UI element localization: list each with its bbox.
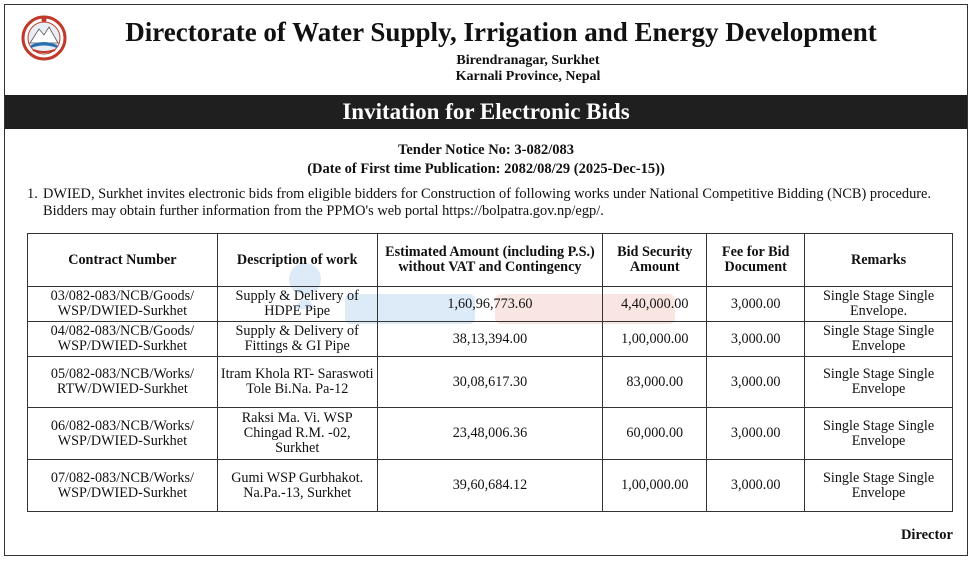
col-estimated-amount: Estimated Amount (including P.S.) without VAT and Contingency xyxy=(377,234,603,287)
col-bid-security: Bid Security Amount xyxy=(603,234,707,287)
estimated-amount: 39,60,684.12 xyxy=(377,460,603,512)
estimated-amount: 1,60,96,773.60 xyxy=(377,287,603,322)
signature-director: Director xyxy=(900,527,953,543)
remarks: Single Stage Single Envelope xyxy=(805,408,953,460)
col-fee: Fee for Bid Document xyxy=(707,234,805,287)
intro-paragraph xyxy=(27,186,957,220)
remarks: Single Stage Single Envelope xyxy=(805,460,953,512)
remarks: Single Stage Single Envelope xyxy=(805,322,953,357)
table-row xyxy=(28,287,953,322)
paragraph-text: DWIED, Surkhet invites electronic bids from eligible bidders for Construction of following works under National Competitive Bidding (NCB) procedure. Bidders may obtain further information from the PPMO's web portal https://bolpatra.gov.np/egp/. xyxy=(43,186,932,219)
paragraph-number: 1. xyxy=(27,186,38,202)
bid-fee: 3,000.00 xyxy=(707,357,805,408)
notice-header xyxy=(5,5,967,124)
address-line-2: Karnali Province, Nepal xyxy=(455,69,601,84)
work-description: Supply & Delivery of Fittings & GI Pipe xyxy=(217,322,377,357)
bid-fee: 3,000.00 xyxy=(707,408,805,460)
tender-notice-number: Tender Notice No: 3-082/083 xyxy=(398,142,574,158)
table-header-row xyxy=(28,234,953,287)
work-description: Gumi WSP Gurbhakot. Na.Pa.-13, Surkhet xyxy=(217,460,377,512)
publication-date: (Date of First time Publication: 2082/08/29 (2025-Dec-15)) xyxy=(307,161,665,177)
contract-number: 05/082-083/NCB/Works/ RTW/DWIED-Surkhet xyxy=(28,357,218,408)
bid-security: 60,000.00 xyxy=(603,408,707,460)
col-description: Description of work xyxy=(217,234,377,287)
remarks: Single Stage Single Envelope. xyxy=(805,287,953,322)
table-row xyxy=(28,408,953,460)
bid-security: 83,000.00 xyxy=(603,357,707,408)
contract-number: 04/082-083/NCB/Goods/ WSP/DWIED-Surkhet xyxy=(28,322,218,357)
bid-security: 4,40,000.00 xyxy=(603,287,707,322)
bid-security: 1,00,000.00 xyxy=(603,322,707,357)
bid-fee: 3,000.00 xyxy=(707,287,805,322)
remarks: Single Stage Single Envelope xyxy=(805,357,953,408)
bid-fee: 3,000.00 xyxy=(707,322,805,357)
bid-fee: 3,000.00 xyxy=(707,460,805,512)
estimated-amount: 38,13,394.00 xyxy=(377,322,603,357)
work-description: Itram Khola RT- Saraswoti Tole Bi.Na. Pa-12 xyxy=(217,357,377,408)
contract-number: 03/082-083/NCB/Goods/ WSP/DWIED-Surkhet xyxy=(28,287,218,322)
tender-notice-page xyxy=(4,4,968,556)
table-row xyxy=(28,322,953,357)
bid-security: 1,00,000.00 xyxy=(603,460,707,512)
col-remarks: Remarks xyxy=(805,234,953,287)
bids-table xyxy=(27,233,953,512)
contract-number: 06/082-083/NCB/Works/ WSP/DWIED-Surkhet xyxy=(28,408,218,460)
banner-title: Invitation for Electronic Bids xyxy=(5,95,967,129)
table-row xyxy=(28,357,953,408)
estimated-amount: 30,08,617.30 xyxy=(377,357,603,408)
col-contract-number: Contract Number xyxy=(28,234,218,287)
estimated-amount: 23,48,006.36 xyxy=(377,408,603,460)
work-description: Supply & Delivery of HDPE Pipe xyxy=(217,287,377,322)
organization-name: Directorate of Water Supply, Irrigation and Energy Development xyxy=(125,17,877,47)
contract-number: 07/082-083/NCB/Works/ WSP/DWIED-Surkhet xyxy=(28,460,218,512)
table-row xyxy=(28,460,953,512)
work-description: Raksi Ma. Vi. WSP Chingad R.M. -02, Surkhet xyxy=(217,408,377,460)
address-line-1: Birendranagar, Surkhet xyxy=(456,53,600,68)
